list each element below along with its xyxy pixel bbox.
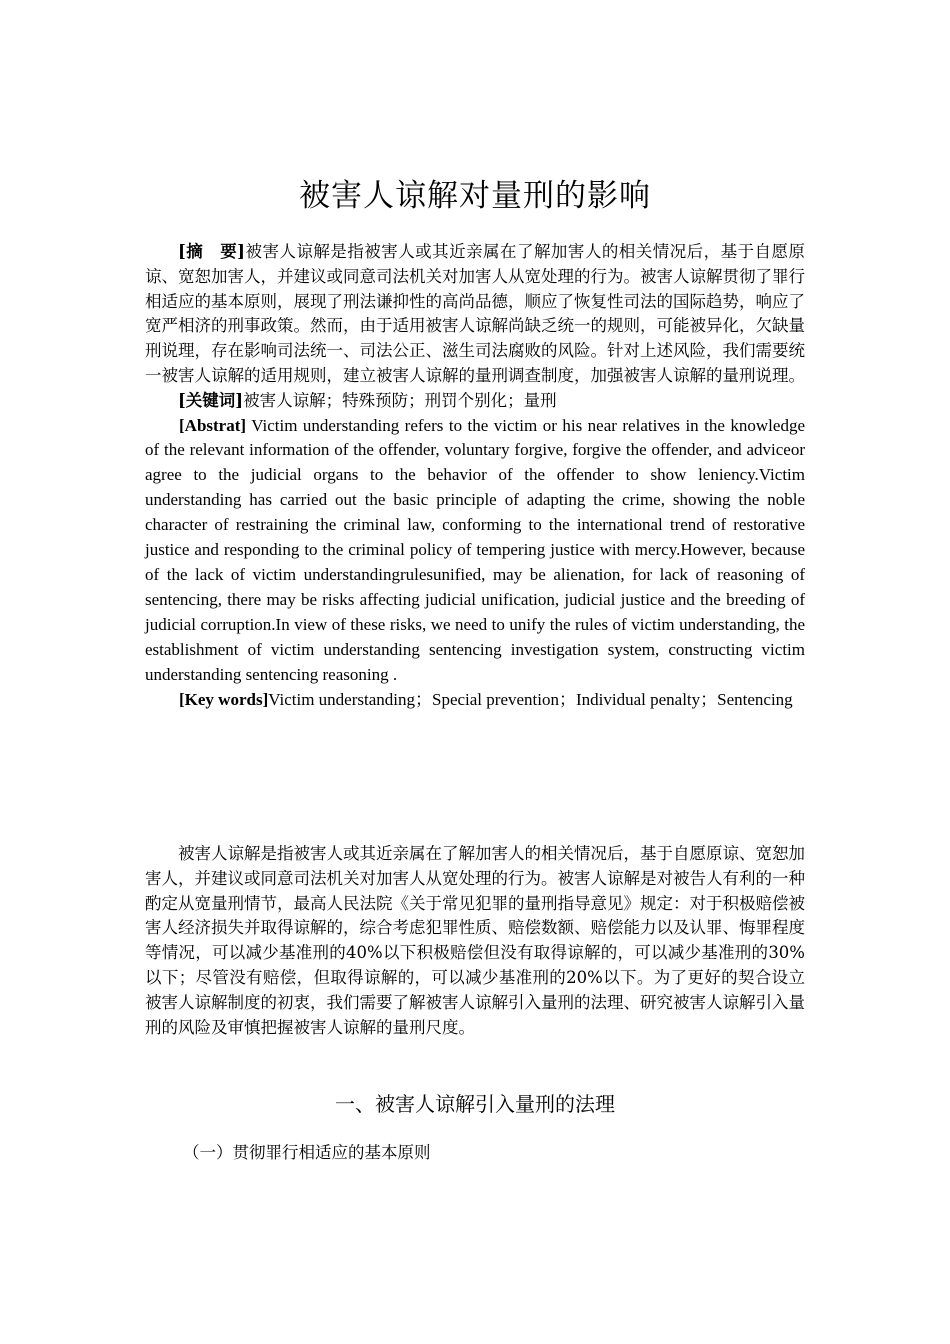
abstract-en-label: [Abstrat] (179, 415, 247, 435)
keywords-en-text: Victim understanding；Special prevention；Individual penalty；Sentencing (268, 689, 793, 709)
abstract-en-text: Victim understanding refers to the victim or his near relatives in the knowledge of the relevant information of the offender, voluntary forgive, forgive the offender, and adviceor agree to the judicial organs to the behavior of the offender to show leniency.Victim understanding has carried out the basic principle of adapting the crime, showing the noble character of restraining the criminal law, conforming to the international trend of restorative justice and responding to the criminal policy of tempering justice with mercy.However, because of the lack of victim understandingrulesunified, may be alienation, for lack of reasoning of sentencing, there may be risks affecting judicial unification, judicial justice and the breeding of judicial corruption.In view of these risks, we need to unify the rules of victim understanding, the establishment of victim understanding sentencing investigation system, constructing victim understanding sentencing reasoning . (145, 415, 805, 684)
intro-section (145, 842, 805, 1040)
abstract-section (145, 240, 805, 712)
intro-paragraph: 被害人谅解是指被害人或其近亲属在了解加害人的相关情况后，基于自愿原谅、宽恕加害人，并建议或同意司法机关对加害人从宽处理的行为。被害人谅解是对被告人有利的一种酌定从宽量刑情节，最高人民法院《关于常见犯罪的量刑指导意见》规定：对于积极赔偿被害人经济损失并取得谅解的，综合考虑犯罪性质、赔偿数额、赔偿能力以及认罪、悔罪程度等情况，可以减少基准刑的40%以下积极赔偿但没有取得谅解的，可以减少基准刑的30%以下；尽管没有赔偿，但取得谅解的，可以减少基准刑的20%以下。为了更好的契合设立被害人谅解制度的初衷，我们需要了解被害人谅解引入量刑的法理、研究被害人谅解引入量刑的风险及审慎把握被害人谅解的量刑尺度。 (145, 844, 805, 1037)
abstract-paragraph (145, 240, 805, 389)
keywords-paragraph (145, 389, 805, 414)
keywords-en-label: [Key words] (179, 689, 269, 709)
subsection-heading-1: （一）贯彻罪行相适应的基本原则 (183, 1143, 431, 1162)
keywords-en-paragraph (145, 688, 805, 713)
keywords-label: [关键词] (178, 390, 244, 410)
abstract-label: [摘 要] (178, 242, 245, 261)
abstract-en-paragraph (145, 414, 805, 688)
paper-title: 被害人谅解对量刑的影响 (299, 178, 651, 214)
section-heading-1: 一、被害人谅解引入量刑的法理 (335, 1092, 615, 1116)
keywords-text: 被害人谅解；特殊预防；刑罚个别化；量刑 (243, 390, 557, 410)
abstract-text: 被害人谅解是指被害人或其近亲属在了解加害人的相关情况后，基于自愿原谅、宽恕加害人，并建议或同意司法机关对加害人从宽处理的行为。被害人谅解贯彻了罪行相适应的基本原则，展现了刑法谦抑性的高尚品德，顺应了恢复性司法的国际趋势，响应了宽严相济的刑事政策。然而，由于适用被害人谅解尚缺乏统一的规则，可能被异化，欠缺量刑说理，存在影响司法统一、司法公正、滋生司法腐败的风险。针对上述风险，我们需要统一被害人谅解的适用规则，建立被害人谅解的量刑调查制度，加强被害人谅解的量刑说理。 (145, 242, 805, 385)
